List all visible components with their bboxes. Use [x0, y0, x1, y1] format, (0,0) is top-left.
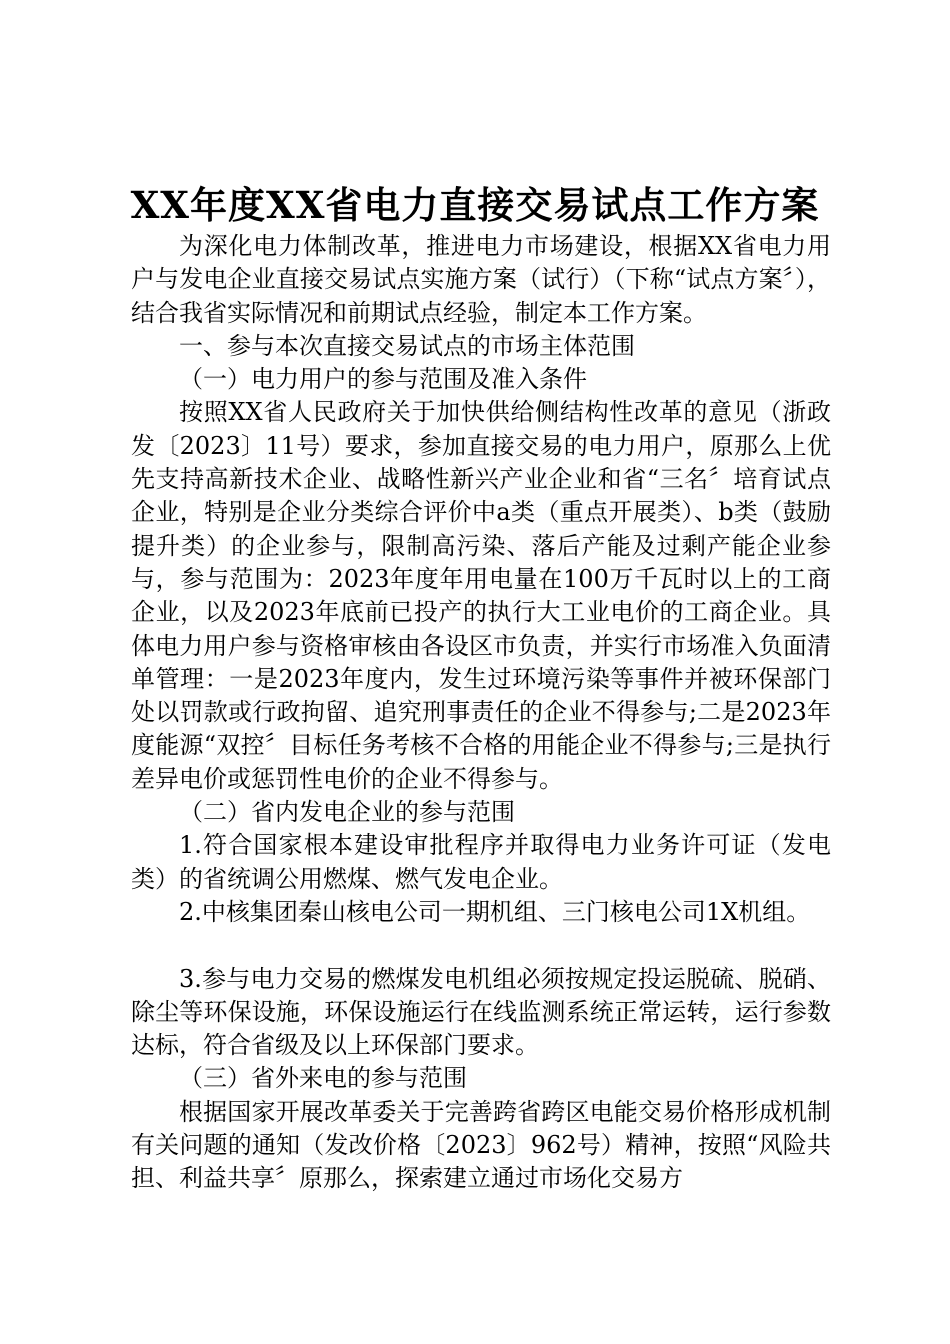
paragraph-intro: 为深化电力体制改革，推进电力市场建设，根据XX省电力用户与发电企业直接交易试点实施方案（试行）（下称“试点方案〞），结合我省实际情况和前期试点经验，制定本工作方案。	[131, 232, 831, 327]
document-body	[131, 230, 831, 1196]
subsection-heading-2: （二）省内发电企业的参与范围	[179, 798, 515, 827]
list-item-2: 2.中核集团秦山核电公司一期机组、三门核电公司1X机组。	[179, 897, 811, 926]
document-title: XX年度XX省电力直接交易试点工作方案	[130, 183, 820, 227]
paragraph-user-scope: 按照XX省人民政府关于加快供给侧结构性改革的意见（浙政发〔2023〕11号）要求，参加直接交易的电力用户，原那么上优先支持高新技术企业、战略性新兴产业企业和省“三名〞培育试点企业，特别是企业分类综合评价中a类（重点开展类）、b类（鼓励提升类）的企业参与，限制高污染、落后产能及过剩产能企业参与，参与范围为：2023年度年用电量在100万千瓦时以上的工商企业，以及2023年底前已投产的执行大工业电价的工商企业。具体电力用户参与资格审核由各设区市负责，并实行市场准入负面清单管理：一是2023年度内，发生过环境污染等事件并被环保部门处以罚款或行政拘留、追究刑事责任的企业不得参与;二是2023年度能源“双控〞目标任务考核不合格的用能企业不得参与;三是执行差异电价或惩罚性电价的企业不得参与。	[131, 398, 831, 793]
subsection-heading-3: （三）省外来电的参与范围	[179, 1064, 467, 1093]
list-item-1: 1.符合国家根本建设审批程序并取得电力业务许可证（发电类）的省统调公用燃煤、燃气发电企业。	[131, 831, 831, 893]
paragraph-gap	[131, 929, 831, 962]
paragraph-external-power: 根据国家开展改革委关于完善跨省跨区电能交易价格形成机制有关问题的通知（发改价格〔2023〕962号）精神，按照“风险共担、利益共享〞原那么，探索建立通过市场化交易方	[131, 1097, 831, 1193]
section-heading-1: 一、参与本次直接交易试点的市场主体范围	[179, 331, 635, 360]
list-item-3: 3.参与电力交易的燃煤发电机组必须按规定投运脱硫、脱硝、除尘等环保设施，环保设施运行在线监测系统正常运转，运行参数达标，符合省级及以上环保部门要求。	[131, 964, 831, 1060]
subsection-heading-1: （一）电力用户的参与范围及准入条件	[179, 365, 587, 394]
